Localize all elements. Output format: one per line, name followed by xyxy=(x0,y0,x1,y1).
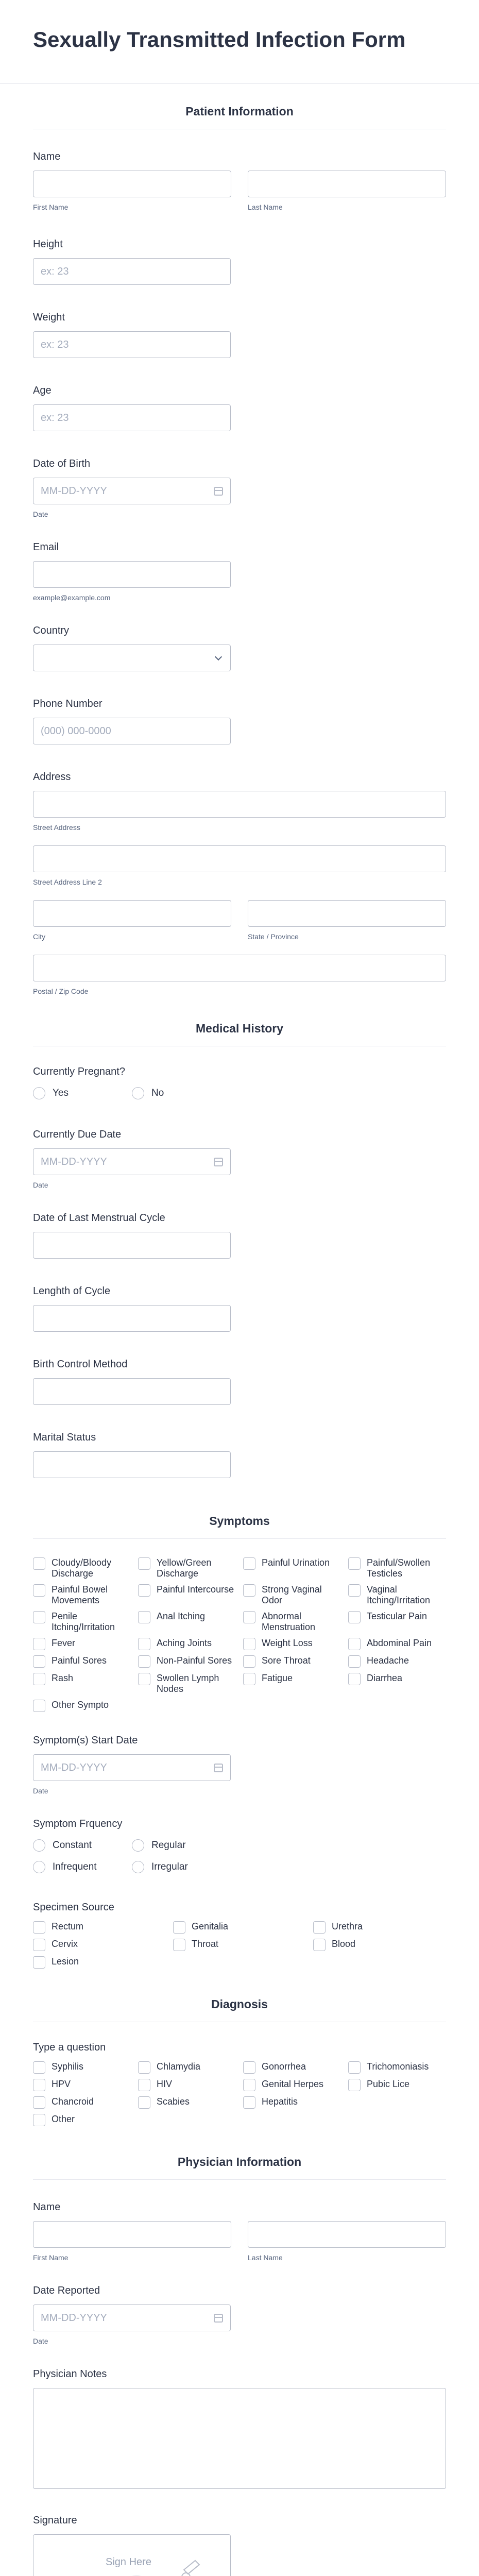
checkbox[interactable] xyxy=(243,1655,255,1668)
state-sublabel: State / Province xyxy=(248,933,299,941)
radio-circle[interactable] xyxy=(132,1861,144,1873)
form-title: Sexually Transmitted Infection Form xyxy=(33,27,406,52)
symptom-checkbox-label: Testicular Pain xyxy=(367,1611,427,1621)
checkbox[interactable] xyxy=(243,1638,255,1650)
section-diagnosis: Diagnosis xyxy=(33,1977,446,2022)
diagnosis-checkbox-label: Pubic Lice xyxy=(367,2079,410,2089)
pregnant-option-no[interactable]: No xyxy=(132,1086,231,1101)
symptom-checkbox-label: Other Sympto xyxy=(52,1700,109,1710)
frequency-option-constant[interactable]: Constant xyxy=(33,1838,132,1853)
symptom-checkbox-item[interactable] xyxy=(243,1611,344,1633)
checkbox[interactable] xyxy=(173,1939,185,1951)
symptom-checkbox-item[interactable] xyxy=(33,1700,134,1712)
city-sublabel: City xyxy=(33,933,46,941)
physician-first-name-sublabel: First Name xyxy=(33,2253,69,2262)
section-physician-information: Physician Information xyxy=(33,2134,446,2180)
birth-control-input[interactable] xyxy=(33,1378,231,1405)
checkbox[interactable] xyxy=(348,1584,361,1597)
symptom-checkbox-item[interactable] xyxy=(33,1638,134,1650)
physician-last-name-input[interactable] xyxy=(248,2221,446,2248)
signature-field xyxy=(0,2514,479,2576)
address-label: Address xyxy=(33,771,71,783)
symptoms-grid xyxy=(33,1557,446,1712)
symptom-start-placeholder: MM-DD-YYYY xyxy=(41,1761,107,1773)
symptom-checkbox-item[interactable] xyxy=(33,1584,134,1606)
diagnosis-checkbox-label: Chlamydia xyxy=(157,2061,201,2072)
checkbox[interactable] xyxy=(138,1673,150,1685)
checkbox[interactable] xyxy=(348,1673,361,1685)
symptom-checkbox-label: Abnormal Menstruation xyxy=(262,1611,316,1632)
diagnosis-checkbox-label: Genital Herpes xyxy=(262,2079,324,2089)
phone-field xyxy=(0,697,479,744)
marital-status-field xyxy=(0,1431,479,1478)
checkbox[interactable] xyxy=(348,1638,361,1650)
specimen-checkbox-item[interactable] xyxy=(173,1921,309,1934)
section-symptoms: Symptoms xyxy=(33,1494,446,1539)
checkbox[interactable] xyxy=(33,2096,45,2109)
due-date-field xyxy=(0,1128,479,1190)
symptom-checkbox-label: Fever xyxy=(52,1638,76,1648)
due-date-label: Currently Due Date xyxy=(33,1129,122,1140)
marital-status-input[interactable] xyxy=(33,1451,231,1478)
checkbox[interactable] xyxy=(138,1638,150,1650)
due-date-sublabel: Date xyxy=(33,1181,48,1189)
weight-label: Weight xyxy=(33,312,65,323)
physician-name-label: Name xyxy=(33,2201,61,2213)
phone-label: Phone Number xyxy=(33,698,102,709)
symptom-checkbox-item[interactable] xyxy=(243,1557,344,1579)
checkbox[interactable] xyxy=(33,1939,45,1951)
checkbox[interactable] xyxy=(138,1557,150,1570)
symptoms-checklist xyxy=(0,1557,479,1712)
patient-last-name-input[interactable] xyxy=(248,171,446,197)
symptom-checkbox-item[interactable] xyxy=(348,1584,449,1606)
symptom-start-sublabel: Date xyxy=(33,1787,48,1795)
checkbox[interactable] xyxy=(138,1655,150,1668)
checkbox[interactable] xyxy=(33,1956,45,1969)
email-sublabel: example@example.com xyxy=(33,594,111,602)
checkbox[interactable] xyxy=(243,1584,255,1597)
symptom-checkbox-item[interactable] xyxy=(138,1557,239,1579)
date-reported-input[interactable] xyxy=(33,2304,231,2331)
signature-placeholder: Sign Here xyxy=(106,2556,151,2568)
symptom-checkbox-label: Non-Painful Sores xyxy=(157,1655,232,1666)
dob-sublabel: Date xyxy=(33,510,48,518)
symptom-start-input[interactable] xyxy=(33,1754,231,1781)
physician-last-name-sublabel: Last Name xyxy=(248,2253,283,2262)
specimen-checkbox-label: Cervix xyxy=(52,1939,78,1949)
specimen-checkbox-label: Rectum xyxy=(52,1921,84,1931)
symptom-checkbox-label: Headache xyxy=(367,1655,409,1666)
symptom-start-label: Symptom(s) Start Date xyxy=(33,1735,138,1746)
frequency-option-irregular[interactable]: Irregular xyxy=(132,1859,231,1875)
diagnosis-checkbox-item[interactable] xyxy=(33,2096,134,2109)
checkbox[interactable] xyxy=(138,2079,150,2091)
specimen-checkbox-label: Lesion xyxy=(52,1956,79,1967)
city-input[interactable] xyxy=(33,900,231,927)
form-header xyxy=(0,0,479,84)
patient-first-name-input[interactable] xyxy=(33,171,231,197)
diagnosis-checkbox-item[interactable] xyxy=(33,2079,134,2091)
diagnosis-checkbox-label: Syphilis xyxy=(52,2061,84,2072)
physician-name-field xyxy=(0,2200,479,2262)
symptom-checkbox-label: Cloudy/Bloody Discharge xyxy=(52,1557,112,1579)
due-date-input[interactable] xyxy=(33,1148,231,1175)
symptom-checkbox-label: Sore Throat xyxy=(262,1655,311,1666)
cycle-length-label: Lenghth of Cycle xyxy=(33,1285,111,1297)
symptom-checkbox-item[interactable] xyxy=(138,1584,239,1606)
symptom-checkbox-item[interactable] xyxy=(33,1673,134,1694)
pregnant-label: Currently Pregnant? xyxy=(33,1066,125,1077)
weight-input[interactable]: ex: 23 xyxy=(33,331,231,358)
menstrual-label: Date of Last Menstrual Cycle xyxy=(33,1212,165,1224)
diagnosis-checkbox-item[interactable] xyxy=(348,2061,449,2074)
date-reported-field xyxy=(0,2284,479,2346)
symptom-checkbox-label: Weight Loss xyxy=(262,1638,313,1648)
checkbox[interactable] xyxy=(348,1655,361,1668)
diagnosis-checkbox-label: Trichomoniasis xyxy=(367,2061,429,2072)
diagnosis-checkbox-label: Other xyxy=(52,2114,75,2124)
symptom-checkbox-label: Rash xyxy=(52,1673,74,1683)
height-field xyxy=(0,238,479,285)
address-field xyxy=(0,770,479,996)
checkbox[interactable] xyxy=(33,1638,45,1650)
specimen-field xyxy=(0,1901,479,1969)
frequency-field xyxy=(0,1817,479,1875)
dob-placeholder: MM-DD-YYYY xyxy=(41,485,107,497)
diagnosis-grid xyxy=(33,2061,446,2126)
signature-label: Signature xyxy=(33,2515,77,2526)
symptom-checkbox-label: Strong Vaginal Odor xyxy=(262,1584,322,1605)
diagnosis-checkbox-item[interactable] xyxy=(33,2114,134,2126)
checkbox[interactable] xyxy=(33,1700,45,1712)
symptom-checkbox-item[interactable] xyxy=(243,1673,344,1694)
signature-pen-icon xyxy=(33,2535,231,2576)
checkbox[interactable] xyxy=(313,1921,326,1934)
patient-last-name-sublabel: Last Name xyxy=(248,203,283,211)
checkbox[interactable] xyxy=(348,1611,361,1623)
email-input[interactable] xyxy=(33,561,231,588)
specimen-checkbox-label: Throat xyxy=(192,1939,219,1949)
diagnosis-checkbox-item[interactable] xyxy=(243,2096,344,2109)
specimen-checkbox-item[interactable] xyxy=(313,1939,449,1951)
specimen-checkbox-item[interactable] xyxy=(33,1956,169,1969)
street-address-input[interactable] xyxy=(33,791,446,818)
date-reported-sublabel: Date xyxy=(33,2337,48,2345)
checkbox[interactable] xyxy=(348,2061,361,2074)
chevron-down-icon xyxy=(215,653,222,660)
checkbox[interactable] xyxy=(173,1921,185,1934)
symptom-checkbox-item[interactable] xyxy=(243,1638,344,1650)
specimen-checkbox-label: Urethra xyxy=(332,1921,363,1931)
diagnosis-checkbox-item[interactable] xyxy=(33,2061,134,2074)
checkbox[interactable] xyxy=(33,2114,45,2126)
radio-circle[interactable] xyxy=(33,1861,45,1873)
due-date-placeholder: MM-DD-YYYY xyxy=(41,1156,107,1167)
pregnant-field xyxy=(0,1065,479,1101)
section-patient-information: Patient Information xyxy=(33,84,446,129)
phone-input[interactable]: (000) 000-0000 xyxy=(33,718,231,744)
height-label: Height xyxy=(33,239,63,250)
checkbox[interactable] xyxy=(33,1921,45,1934)
diagnosis-field xyxy=(0,2041,479,2126)
signature-pad[interactable] xyxy=(33,2534,231,2576)
symptom-checkbox-item[interactable] xyxy=(348,1611,449,1633)
menstrual-input[interactable] xyxy=(33,1232,231,1259)
pregnant-option-yes[interactable]: Yes xyxy=(33,1086,132,1101)
symptom-checkbox-item[interactable] xyxy=(348,1673,449,1694)
country-field xyxy=(0,624,479,671)
physician-notes-field xyxy=(0,2367,479,2489)
specimen-checkbox-label: Genitalia xyxy=(192,1921,229,1931)
checkbox[interactable] xyxy=(348,2079,361,2091)
street-address-2-sublabel: Street Address Line 2 xyxy=(33,878,102,886)
calendar-icon[interactable] xyxy=(214,487,223,496)
checkbox[interactable] xyxy=(33,1673,45,1685)
symptom-checkbox-item[interactable] xyxy=(138,1655,239,1668)
calendar-icon[interactable] xyxy=(214,2314,223,2323)
symptom-checkbox-item[interactable] xyxy=(33,1557,134,1579)
street-address-2-input[interactable] xyxy=(33,845,446,872)
symptom-checkbox-label: Fatigue xyxy=(262,1673,293,1683)
birth-control-label: Birth Control Method xyxy=(33,1359,128,1370)
country-label: Country xyxy=(33,625,70,636)
symptom-checkbox-label: Diarrhea xyxy=(367,1673,403,1683)
frequency-option-regular[interactable]: Regular xyxy=(132,1838,231,1853)
specimen-checkbox-item[interactable] xyxy=(173,1939,309,1951)
checkbox[interactable] xyxy=(138,2061,150,2074)
section-medical-history: Medical History xyxy=(33,1001,446,1046)
specimen-checkbox-item[interactable] xyxy=(33,1939,169,1951)
specimen-checkbox-item[interactable] xyxy=(33,1921,169,1934)
age-label: Age xyxy=(33,385,52,396)
diagnosis-checkbox-label: HPV xyxy=(52,2079,71,2089)
patient-name-field xyxy=(0,150,479,212)
height-input[interactable]: ex: 23 xyxy=(33,258,231,285)
diagnosis-checkbox-label: Gonorrhea xyxy=(262,2061,306,2072)
checkbox[interactable] xyxy=(243,2061,255,2074)
checkbox[interactable] xyxy=(313,1939,326,1951)
menstrual-field xyxy=(0,1211,479,1259)
street-address-sublabel: Street Address xyxy=(33,823,80,832)
dob-input[interactable] xyxy=(33,478,231,504)
checkbox[interactable] xyxy=(33,2061,45,2074)
diagnosis-checkbox-label: Chancroid xyxy=(52,2096,94,2107)
marital-status-label: Marital Status xyxy=(33,1432,96,1443)
checkbox[interactable] xyxy=(33,1655,45,1668)
checkbox[interactable] xyxy=(138,2096,150,2109)
symptom-checkbox-item[interactable] xyxy=(138,1611,239,1633)
symptom-checkbox-item[interactable] xyxy=(348,1557,449,1579)
date-reported-placeholder: MM-DD-YYYY xyxy=(41,2312,107,2324)
checkbox[interactable] xyxy=(138,1584,150,1597)
symptom-checkbox-item[interactable] xyxy=(348,1638,449,1650)
diagnosis-checkbox-label: Scabies xyxy=(157,2096,190,2107)
symptom-checkbox-label: Painful Urination xyxy=(262,1557,330,1568)
date-reported-label: Date Reported xyxy=(33,2285,100,2296)
symptom-checkbox-label: Swollen Lymph Nodes xyxy=(157,1673,219,1694)
radio-circle[interactable] xyxy=(132,1087,144,1099)
checkbox[interactable] xyxy=(243,1557,255,1570)
diagnosis-checkbox-label: HIV xyxy=(157,2079,173,2089)
symptom-checkbox-item[interactable] xyxy=(138,1638,239,1650)
dob-label: Date of Birth xyxy=(33,458,91,469)
symptom-checkbox-item[interactable] xyxy=(138,1673,239,1694)
diagnosis-checkbox-item[interactable] xyxy=(138,2079,239,2091)
diagnosis-checkbox-item[interactable] xyxy=(243,2061,344,2074)
symptom-checkbox-item[interactable] xyxy=(348,1655,449,1668)
cycle-length-field xyxy=(0,1284,479,1332)
symptom-start-field xyxy=(0,1734,479,1795)
checkbox[interactable] xyxy=(33,1557,45,1570)
weight-field xyxy=(0,311,479,358)
frequency-label: Symptom Frquency xyxy=(33,1818,123,1829)
patient-first-name-sublabel: First Name xyxy=(33,203,69,211)
checkbox[interactable] xyxy=(243,1673,255,1685)
calendar-icon[interactable] xyxy=(214,1764,223,1772)
symptom-checkbox-item[interactable] xyxy=(33,1655,134,1668)
patient-name-label: Name xyxy=(33,151,61,162)
dob-field xyxy=(0,457,479,519)
email-label: Email xyxy=(33,541,59,553)
age-input[interactable]: ex: 23 xyxy=(33,404,231,431)
checkbox[interactable] xyxy=(243,2079,255,2091)
country-select[interactable] xyxy=(33,645,231,671)
symptom-checkbox-label: Yellow/Green Discharge xyxy=(157,1557,212,1579)
checkbox[interactable] xyxy=(33,2079,45,2091)
frequency-option-infrequent[interactable]: Infrequent xyxy=(33,1859,132,1875)
physician-notes-label: Physician Notes xyxy=(33,2368,107,2380)
symptom-checkbox-label: Painful Intercourse xyxy=(157,1584,234,1595)
diagnosis-question-label: Type a question xyxy=(33,2042,106,2053)
radio-circle[interactable] xyxy=(33,1839,45,1852)
checkbox[interactable] xyxy=(243,2096,255,2109)
symptom-checkbox-label: Painful Sores xyxy=(52,1655,107,1666)
symptom-checkbox-item[interactable] xyxy=(33,1611,134,1633)
diagnosis-checkbox-item[interactable] xyxy=(138,2096,239,2109)
postal-input[interactable] xyxy=(33,955,446,981)
specimen-label: Specimen Source xyxy=(33,1902,114,1913)
symptom-checkbox-label: Painful/Swollen Testicles xyxy=(367,1557,431,1579)
birth-control-field xyxy=(0,1358,479,1405)
symptom-checkbox-label: Vaginal Itching/Irritation xyxy=(367,1584,431,1605)
symptom-checkbox-item[interactable] xyxy=(243,1584,344,1606)
symptom-checkbox-item[interactable] xyxy=(243,1655,344,1668)
diagnosis-checkbox-item[interactable] xyxy=(243,2079,344,2091)
diagnosis-checkbox-item[interactable] xyxy=(138,2061,239,2074)
email-field xyxy=(0,540,479,602)
specimen-grid xyxy=(33,1921,446,1969)
symptom-checkbox-label: Aching Joints xyxy=(157,1638,212,1648)
specimen-checkbox-label: Blood xyxy=(332,1939,356,1949)
specimen-checkbox-item[interactable] xyxy=(313,1921,449,1934)
diagnosis-checkbox-label: Hepatitis xyxy=(262,2096,298,2107)
checkbox[interactable] xyxy=(348,1557,361,1570)
physician-first-name-input[interactable] xyxy=(33,2221,231,2248)
postal-sublabel: Postal / Zip Code xyxy=(33,987,89,995)
symptom-checkbox-label: Penile Itching/Irritation xyxy=(52,1611,115,1632)
checkbox[interactable] xyxy=(33,1584,45,1597)
checkbox[interactable] xyxy=(138,1611,150,1623)
checkbox[interactable] xyxy=(243,1611,255,1623)
physician-notes-textarea[interactable] xyxy=(33,2388,446,2489)
checkbox[interactable] xyxy=(33,1611,45,1623)
symptom-checkbox-label: Anal Itching xyxy=(157,1611,206,1621)
radio-circle[interactable] xyxy=(132,1839,144,1852)
symptom-checkbox-label: Abdominal Pain xyxy=(367,1638,432,1648)
cycle-length-input[interactable] xyxy=(33,1305,231,1332)
state-input[interactable] xyxy=(248,900,446,927)
diagnosis-checkbox-item[interactable] xyxy=(348,2079,449,2091)
symptom-checkbox-label: Painful Bowel Movements xyxy=(52,1584,108,1605)
radio-circle[interactable] xyxy=(33,1087,45,1099)
calendar-icon[interactable] xyxy=(214,1158,223,1166)
age-field xyxy=(0,384,479,431)
